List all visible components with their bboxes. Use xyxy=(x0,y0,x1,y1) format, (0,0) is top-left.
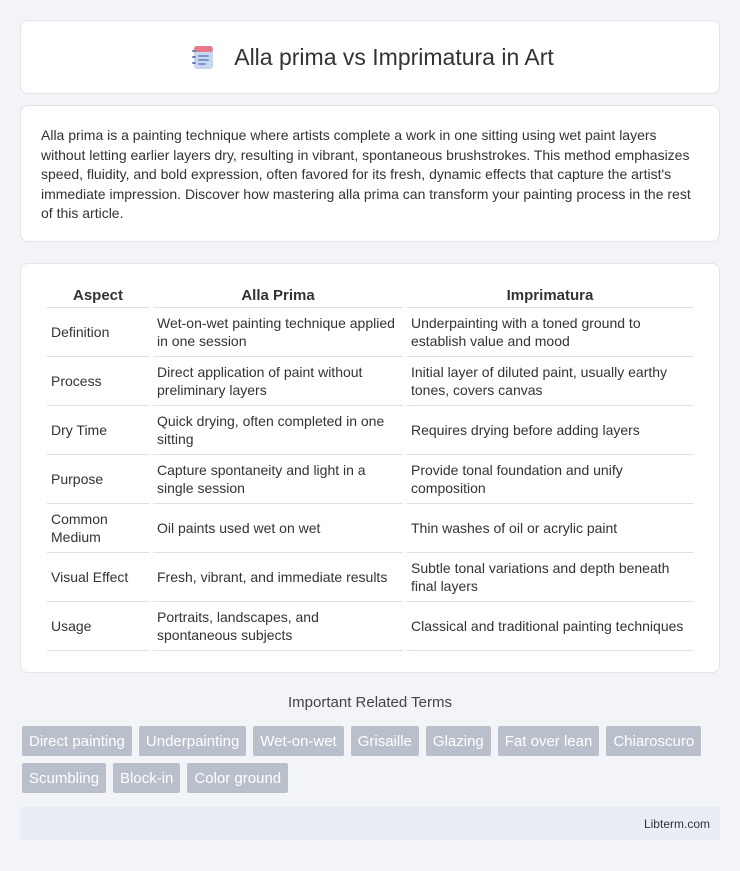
related-term-tag[interactable]: Glazing xyxy=(426,726,491,756)
alla-prima-cell: Portraits, landscapes, and spontaneous subjects xyxy=(153,602,403,651)
page-title: Alla prima vs Imprimatura in Art xyxy=(234,43,554,70)
imprimatura-cell: Requires drying before adding layers xyxy=(407,406,693,455)
alla-prima-cell: Quick drying, often completed in one sitting xyxy=(153,406,403,455)
related-term-tag[interactable]: Block-in xyxy=(113,763,180,793)
intro-text: Alla prima is a painting technique where artists complete a work in one sitting using wet paint layers without letting earlier layers dry, resulting in vibrant, spontaneous brushstrokes. This method emphasizes speed, fluidity, and bold expression, often favored for its fresh, dynamic effects that capture the artist's immediate impression. Discover how mastering alla prima can transform your painting process in the rest of this article. xyxy=(41,127,691,221)
related-term-tag[interactable]: Direct painting xyxy=(22,726,132,756)
header-aspect: Aspect xyxy=(47,284,149,308)
footer xyxy=(20,807,720,840)
notebook-icon xyxy=(186,40,220,74)
aspect-cell: Dry Time xyxy=(47,406,149,455)
aspect-cell: Usage xyxy=(47,602,149,651)
alla-prima-cell: Oil paints used wet on wet xyxy=(153,504,403,553)
alla-prima-cell: Direct application of paint without preliminary layers xyxy=(153,357,403,406)
header-card xyxy=(20,20,720,94)
related-term-tag[interactable]: Underpainting xyxy=(139,726,246,756)
related-term-tag[interactable]: Scumbling xyxy=(22,763,106,793)
intro-card xyxy=(20,105,720,242)
related-term-tag[interactable]: Fat over lean xyxy=(498,726,600,756)
aspect-cell: Purpose xyxy=(47,455,149,504)
imprimatura-cell: Underpainting with a toned ground to establish value and mood xyxy=(407,308,693,357)
table-row xyxy=(47,308,693,357)
imprimatura-cell: Classical and traditional painting techniques xyxy=(407,602,693,651)
related-terms-title: Important Related Terms xyxy=(288,694,452,711)
footer-site-link[interactable]: Libterm.com xyxy=(643,816,710,831)
aspect-cell: Common Medium xyxy=(47,504,149,553)
aspect-cell: Definition xyxy=(47,308,149,357)
imprimatura-cell: Provide tonal foundation and unify composition xyxy=(407,455,693,504)
table-header-row xyxy=(47,284,693,308)
comparison-table-card xyxy=(20,263,720,673)
table-row xyxy=(47,553,693,602)
imprimatura-cell: Initial layer of diluted paint, usually earthy tones, covers canvas xyxy=(407,357,693,406)
table-row xyxy=(47,406,693,455)
aspect-cell: Visual Effect xyxy=(47,553,149,602)
table-row xyxy=(47,455,693,504)
table-row xyxy=(47,504,693,553)
related-terms-list xyxy=(22,726,722,793)
related-term-tag[interactable]: Color ground xyxy=(187,763,288,793)
header-imprimatura: Imprimatura xyxy=(407,284,693,308)
alla-prima-cell: Fresh, vibrant, and immediate results xyxy=(153,553,403,602)
aspect-cell: Process xyxy=(47,357,149,406)
table-row xyxy=(47,357,693,406)
imprimatura-cell: Subtle tonal variations and depth beneath final layers xyxy=(407,553,693,602)
imprimatura-cell: Thin washes of oil or acrylic paint xyxy=(407,504,693,553)
header-alla-prima: Alla Prima xyxy=(153,284,403,308)
table-row xyxy=(47,602,693,651)
alla-prima-cell: Wet-on-wet painting technique applied in one session xyxy=(153,308,403,357)
comparison-table xyxy=(43,284,697,651)
related-term-tag[interactable]: Chiaroscuro xyxy=(606,726,701,756)
related-term-tag[interactable]: Wet-on-wet xyxy=(253,726,343,756)
related-term-tag[interactable]: Grisaille xyxy=(351,726,419,756)
alla-prima-cell: Capture spontaneity and light in a single session xyxy=(153,455,403,504)
